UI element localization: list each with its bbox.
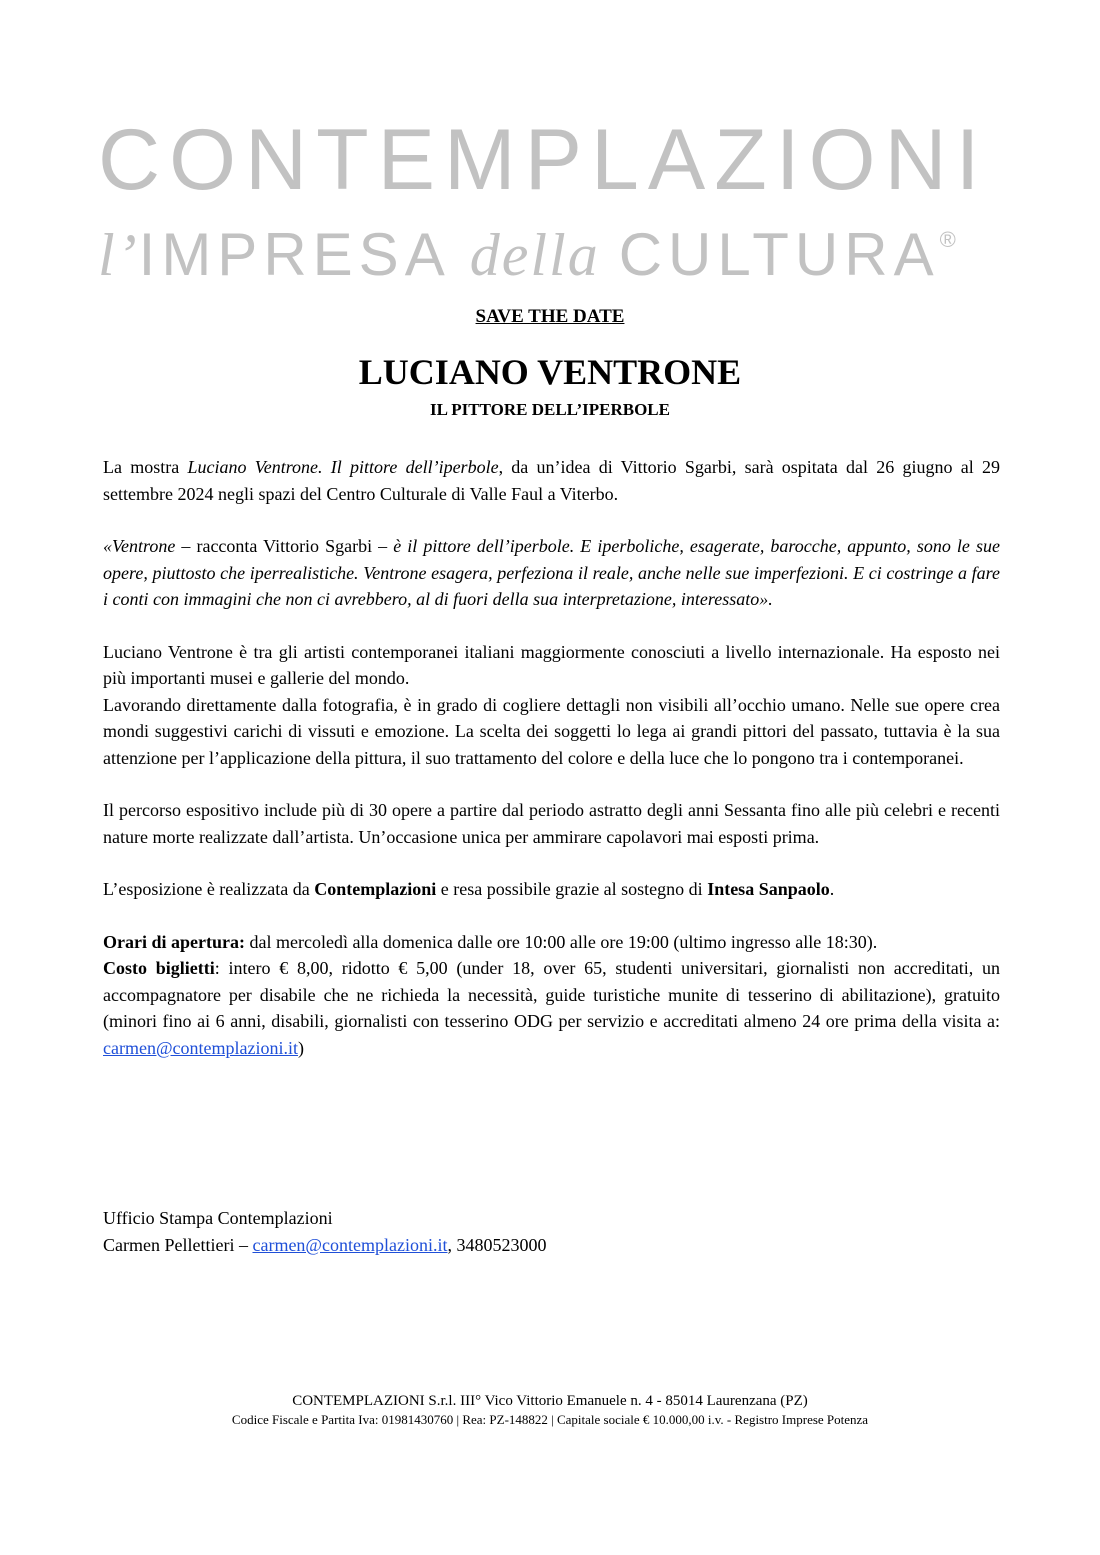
save-the-date-heading: SAVE THE DATE	[475, 306, 625, 327]
page-title: LUCIANO VENTRONE	[358, 352, 742, 392]
page-subtitle: IL PITTORE DELL’IPERBOLE	[430, 400, 670, 419]
contact-email-link[interactable]: carmen@contemplazioni.it	[252, 1234, 448, 1255]
ticket-prices-text: : intero € 8,00, ridotto € 5,00 (under 18, over 65, studenti universitari, giornalisti non accreditati, un accompagnatore per disabile che ne richieda la necessità, guide turistiche munite di tesserino di abilitazione), gratuito (minori fino ai 6 anni, disabili, giornalisti con tesserino ODG per servizio e accreditati almeno 24 ore prima della visita a:	[103, 958, 1000, 1031]
press-office-name: Ufficio Stampa Contemplazioni	[103, 1208, 333, 1228]
paragraph-technique: Lavorando direttamente dalla fotografia, è in grado di cogliere dettagli non visibili all’occhio umano. Nelle sue opere crea mondi suggestivi carichi di vissuti e emozione. La scelta dei soggetti lo lega ai grandi pittori del passato, tuttavia è la sua attenzione per l’applicazione della pittura, il suo trattamento del colore e della luce che lo pongono tra i contemporanei.	[103, 694, 1000, 768]
quote-text: è il pittore dell’iperbole. E iperboliche, esagerate, barocche, appunto, sono le sue opere, piuttosto che iperrealistiche. Ventrone esagera, perfeziona il reale, anche nelle sue imperfezioni. E ci costringe a fare i conti con immagini che non ci avrebbero, al di fuori della sua interpretazione, interessato».	[103, 536, 1000, 609]
opening-hours-label: Orari di apertura:	[103, 931, 245, 952]
footer-address: CONTEMPLAZIONI S.r.l. III° Vico Vittorio Emanuele n. 4 - 85014 Laurenzana (PZ)	[292, 1393, 808, 1409]
paragraph-quote	[103, 533, 1000, 613]
contact-phone: , 3480523000	[447, 1234, 547, 1255]
logo-tagline	[98, 208, 1018, 287]
opening-hours-text: dal mercoledì alla domenica dalle ore 10:00 alle ore 19:00 (ultimo ingresso alle 18:30).	[244, 931, 878, 952]
footer-legal: Codice Fiscale e Partita Iva: 01981430760 | Rea: PZ-148822 | Capitale sociale € 10.000,00 i.v. - Registro Imprese Potenza	[231, 1412, 869, 1427]
ticket-prices-end: )	[298, 1037, 305, 1058]
ticket-prices	[103, 955, 1000, 1061]
quote-start: «Ventrone	[103, 536, 176, 556]
company-logo	[98, 112, 1018, 288]
paragraph-sponsors	[103, 876, 1000, 903]
paragraph-intro	[103, 454, 1000, 507]
accreditation-email-link[interactable]: carmen@contemplazioni.it	[103, 1037, 299, 1058]
contact-name: Carmen Pellettieri –	[103, 1234, 253, 1255]
press-release-body	[103, 454, 1000, 1061]
opening-hours	[103, 929, 1000, 956]
press-contact	[103, 1232, 803, 1259]
quote-attribution: – racconta Vittorio Sgarbi –	[175, 536, 394, 556]
logo-tagline-impresa: IMPRESA	[138, 221, 451, 288]
logo-tagline-cultura: CULTURA	[618, 221, 940, 288]
paragraph-exhibition: Il percorso espositivo include più di 30 opere a partire dal periodo astratto degli anni Sessanta fino alle più celebri e recenti nature morte realizzate dall’artista. Un’occasione unica per ammirare capolavori mai esposti prima.	[103, 800, 1000, 847]
sponsor-text: L’esposizione è realizzata da	[103, 879, 315, 899]
sponsor-name: Intesa Sanpaolo	[707, 879, 830, 899]
page-footer	[0, 1391, 1100, 1429]
logo-tagline-l: l’	[98, 222, 139, 288]
exhibition-title: Luciano Ventrone. Il pittore dell’iperbole	[187, 457, 499, 477]
organizer-name: Contemplazioni	[314, 879, 437, 899]
intro-text: La mostra	[103, 457, 188, 477]
paragraph-artist: Luciano Ventrone è tra gli artisti contemporanei italiani maggiormente conosciuti a livello internazionale. Ha esposto nei più importanti musei e gallerie del mondo.	[103, 641, 1000, 688]
registered-mark: ®	[939, 227, 956, 252]
sponsor-text-mid: e resa possibile grazie al sostegno di	[436, 879, 708, 899]
logo-wordmark: CONTEMPLAZIONI	[98, 112, 989, 208]
ticket-prices-label: Costo biglietti	[103, 958, 215, 978]
press-office-signature	[103, 1205, 803, 1258]
intro-text-end: , da un’idea di Vittorio Sgarbi, sarà ospitata dal 26 giugno al 29 settembre 2024 negli spazi del Centro Culturale di Valle Faul a Viterbo.	[103, 457, 1000, 504]
sponsor-text-end: .	[829, 879, 835, 899]
logo-tagline-della: della	[469, 222, 600, 288]
